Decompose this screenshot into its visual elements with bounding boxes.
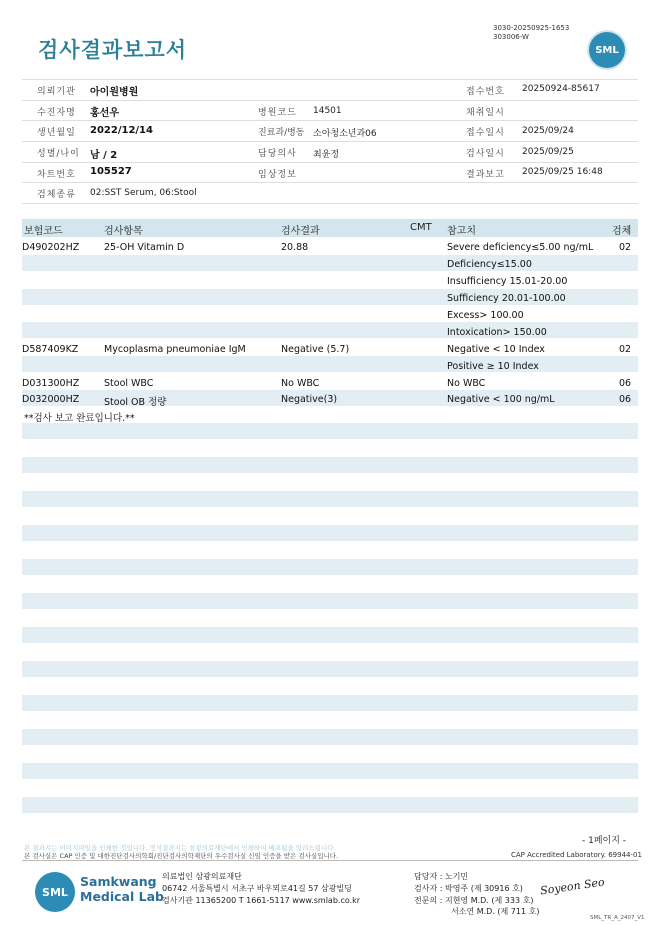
chart-no-label: 차트번호 — [37, 170, 76, 180]
sml-logo-icon: SML — [35, 872, 75, 912]
col-header-code: 보험코드 — [24, 226, 63, 237]
request-org-label: 의뢰기관 — [37, 87, 76, 97]
col-header-item: 검사항목 — [104, 226, 143, 237]
row-specimen: 06 — [619, 394, 632, 405]
row-reference: Negative < 10 Index — [447, 344, 545, 355]
dept-label: 진료과/병동 — [258, 128, 305, 138]
brand-line1: Samkwang — [80, 874, 157, 889]
document-number-line1: 3030-20250925-1653 — [493, 24, 570, 32]
test-date-value: 2025/09/25 — [522, 147, 574, 157]
test-date-label: 검사일시 — [466, 149, 505, 159]
patient-name-value: 홍선우 — [90, 108, 119, 119]
report-date-label: 결과보고 — [466, 170, 505, 180]
org-address: 06742 서울특별시 서초구 바우뫼로41길 57 삼광빌딩 — [162, 884, 352, 893]
row-item: 25-OH Vitamin D — [104, 242, 185, 253]
document-number-line2: 303006-W — [493, 33, 529, 41]
row-reference: Positive ≥ 10 Index — [447, 361, 539, 372]
receipt-date-label: 접수일시 — [466, 128, 505, 138]
row-item: Stool WBC — [104, 378, 154, 389]
specimen-value: 02:SST Serum, 06:Stool — [90, 188, 197, 198]
row-reference: Intoxication> 150.00 — [447, 327, 547, 338]
org-name: 의료법인 삼광의료재단 — [162, 872, 242, 881]
staff-manager: 담당자 : 노기민 — [414, 872, 469, 881]
row-reference: Sufficiency 20.01-100.00 — [447, 293, 566, 304]
receipt-date-value: 2025/09/24 — [522, 126, 574, 136]
certification-note: 본 검사실은 CAP 인증 및 대한진단검사의학회/진단검사의학재단의 우수검사실 신임 인증을 받은 검사실입니다. — [24, 852, 339, 860]
row-result: Negative (5.7) — [281, 344, 350, 355]
report-date-value: 2025/09/25 16:48 — [522, 167, 603, 177]
staff-specialist-2: 서소연 M.D. (제 711 호) — [451, 907, 540, 916]
report-end-note: **검사 보고 완료입니다.** — [24, 413, 135, 424]
row-specimen: 02 — [619, 242, 632, 253]
staff-examiner: 검사자 : 박영주 (제 30916 호) — [414, 884, 523, 893]
brand-name — [80, 874, 164, 904]
doctor-label: 담당의사 — [258, 149, 297, 159]
form-code: SML_TR_A_2407_V1 — [590, 915, 645, 921]
row-specimen: 06 — [619, 378, 632, 389]
row-specimen: 02 — [619, 344, 632, 355]
doctor-value: 최윤정 — [313, 150, 340, 160]
page-title: 검사결과보고서 — [38, 38, 188, 62]
row-reference: Excess> 100.00 — [447, 310, 524, 321]
chart-no-value: 105527 — [90, 166, 132, 177]
cap-accreditation: CAP Accredited Laboratory. 69944-01 — [511, 851, 642, 859]
row-result: 20.88 — [281, 242, 309, 253]
row-result: No WBC — [281, 378, 320, 389]
col-header-specimen: 검체 — [612, 226, 632, 237]
row-code: D587409KZ — [22, 344, 79, 355]
patient-name-label: 수진자명 — [37, 108, 76, 118]
col-header-result: 검사결과 — [281, 226, 320, 237]
receipt-no-value: 20250924-85617 — [522, 84, 600, 94]
row-result: Negative(3) — [281, 394, 338, 405]
collect-date-label: 채취일시 — [466, 108, 505, 118]
row-code: D031300HZ — [22, 378, 80, 389]
sex-age-label: 성별/나이 — [37, 149, 80, 159]
row-reference: No WBC — [447, 378, 486, 389]
row-reference: Insufficiency 15.01-20.00 — [447, 276, 568, 287]
request-org-value: 아이원병원 — [90, 87, 139, 98]
org-contact: 검사기관 11365200 T 1661-5117 www.smlab.co.kr — [162, 896, 361, 905]
col-header-cmt: CMT — [410, 222, 432, 233]
signature: Soyeon Seo — [539, 875, 606, 898]
row-code: D490202HZ — [22, 242, 80, 253]
row-reference: Negative < 100 ng/mL — [447, 394, 555, 405]
brand-line2: Medical Lab — [80, 889, 164, 904]
image-copy-warning: 본 결과지는 이미지파일을 인쇄한 것입니다. 정식결과지는 삼광의료재단에서 인쇄하여 배포됨을 알려드립니다. — [24, 844, 336, 852]
page-number: - 1페이지 - — [582, 836, 627, 846]
hospital-code-value: 14501 — [313, 106, 342, 116]
row-item: Stool OB 정량 — [104, 397, 167, 408]
col-header-reference: 참고치 — [447, 226, 476, 237]
row-reference: Severe deficiency≤5.00 ng/mL — [447, 242, 594, 253]
row-reference: Deficiency≤15.00 — [447, 259, 532, 270]
sex-age-value: 남 / 2 — [90, 150, 118, 161]
hospital-code-label: 병원코드 — [258, 108, 297, 118]
dept-value: 소아청소년과06 — [313, 129, 377, 139]
row-item: Mycoplasma pneumoniae IgM — [104, 344, 246, 355]
sml-logo-icon: SML — [589, 32, 625, 68]
receipt-no-label: 접수번호 — [466, 87, 505, 97]
row-code: D032000HZ — [22, 394, 80, 405]
staff-specialist-1: 전문의 : 지현영 M.D. (제 333 호) — [414, 896, 534, 905]
birth-value: 2022/12/14 — [90, 125, 153, 136]
document-number — [493, 24, 569, 42]
specimen-label: 검체종류 — [37, 190, 76, 200]
birth-label: 생년월일 — [37, 128, 76, 138]
clinical-info-label: 임상정보 — [258, 170, 297, 180]
